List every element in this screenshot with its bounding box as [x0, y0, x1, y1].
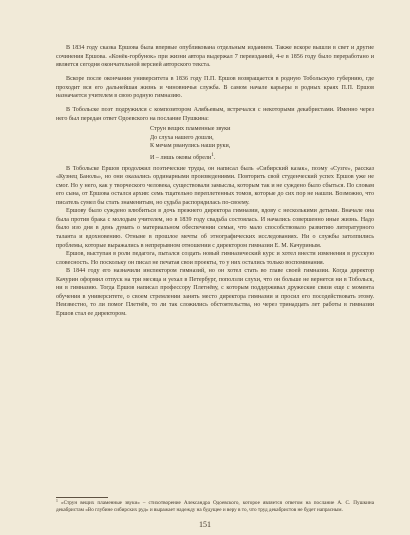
page-number: 151: [199, 520, 211, 529]
paragraph: Вскоре после окончания университета в 1836 году П.П. Ершов возвращается в родную Тобольскую губернию, где проходит вся его дальнейшая жизнь и чиновничья служба. В самом начале карьеры в родных краях П.П. Ершов назначается учителем в свою родную гимназию.: [56, 76, 374, 100]
poem-line-last: И – лишь оковы обрели$^1$.: [150, 152, 216, 162]
paragraph: Ершов, выступая в роли педагога, пытался создать новый гимназический курс и хотел внести изменения в русскую словесность. Но поскольку он писал не печатая свои проекты, то у них остались только воспоминания.: [56, 251, 374, 266]
paragraph: Ершову было суждено влюбиться в дочь прежнего директора гимназии, вдову с несколькими детьми. Вначале она была против брака с молодым учителем, но в 1839 году свадьба состоялась. И начались совершенно иные жизнь. Надо было изо дня в день думать о материальном обеспечении семьи, что мало способствовало развитию литературного таланта и вдохновению. Отныне в прошлое мечты об этнографических исследованиях. Ни о службы затолпились проблемы, которые выражались в непрерывном отношении с директором гимназии Е. М. Качуриным.: [56, 208, 374, 249]
paragraph: В 1834 году сказка Ершова была впервые опубликована отдельным изданием. Также вскоре вышли в свет и другие сочинения Ершова. «Конёк-горбунок» при жизни автора выдержал 7 переизданий, 4-е в 1856 году было переработано и является сегодня окончательной версией авторского текста.: [56, 45, 374, 69]
poem-line: Струн вещих пламенные звуки: [150, 126, 231, 133]
paragraph: В Тобольске Ершов продолжил поэтические труды, он написал быль «Сибирский казак», поэму «Сузге», рассказ «Кузнец Баноль», но они оказались ординарными произведениями. Повторить свой студенческий успех Ершов уже не смог. Но у него, как у творческого человека, существовали замыслы, которым так и не суждено было сбыться. По словам его сына, от Ершова остался архив: семь тщательно переплетенных томов, которые до сих пор не нашли. Возможно, что писатель сумел бы стать знаменитым, но судьба распорядилась по-своему.: [56, 165, 374, 206]
poem-quote: [150, 125, 374, 162]
poem-line: К мечам рванулись наши руки,: [150, 143, 231, 150]
poem-line-text: И – лишь оковы обрели: [150, 155, 212, 162]
poem-line: До слуха нашего дошли,: [150, 134, 214, 141]
footnote-divider: [56, 497, 108, 498]
footnote: [56, 500, 374, 514]
main-text: [56, 44, 374, 318]
footnote-mark: 1: [56, 499, 58, 503]
footnote-reference: 1: [211, 152, 214, 159]
footnote-text: «Струн вещих пламенные звуки» – стихотворение Александра Одоевского, которое является ответом на послание А. С. Пушкина декабристам «Во глубине сибирских руд» и выражает надежду на будущее и веру в то, что труд декабристов не будет напрасным.: [56, 500, 375, 514]
paragraph: В Тобольске поэт подружился с композитором Алябьевым, встречался с некоторыми декабристами. Именно через него был передан ответ Одоевского на послание Пушкина:: [56, 107, 374, 122]
paragraph: В 1844 году его назначили инспектором гимназий, но он хотел стать во главе своей гимназии. Когда директор Качурин оформил отпуск на три месяца и уехал в Петербург, поползли слухи, что он больше не вернется ни в Тобольск, ни в гимназию. Тогда Ершов написал профессору Плетнёву, с которым поддерживал дружеские связи еще с момента обучения в университете, о своем стремлении занять место директора гимназии и просил его посодействовать этому. Неизвестно, то ли помог Плетнёв, то ли так сложились обстоятельства, но через тринадцать лет работы в гимназии Ершов стал ее директором.: [56, 268, 374, 317]
